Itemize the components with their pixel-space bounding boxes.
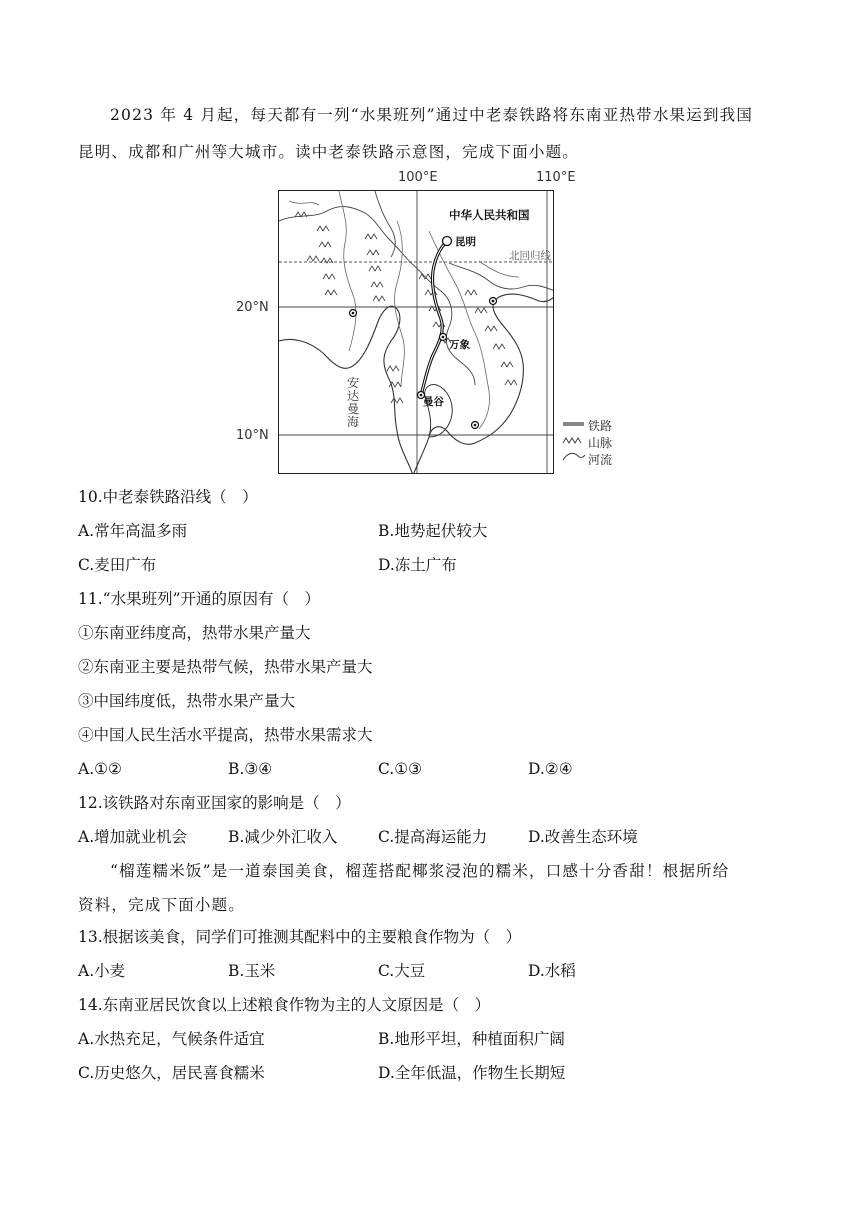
q14-option-b: B.地形平坦，种植面积广阔 bbox=[378, 1030, 565, 1048]
q13-option-c: C.大豆 bbox=[378, 962, 426, 980]
q11-option-a: A.①② bbox=[78, 760, 122, 778]
q11-option-b: B.③④ bbox=[228, 760, 273, 778]
lon-110-label: 110°E bbox=[536, 170, 576, 185]
sea-char: 安 bbox=[347, 376, 360, 390]
legend-railway: 铁路 bbox=[588, 419, 613, 433]
q12-option-a: A.增加就业机会 bbox=[78, 828, 188, 846]
lat-10-label: 10°N bbox=[236, 428, 269, 443]
q14-stem: 14.东南亚居民饮食以上述粮食作物为主的人文原因是（ ） bbox=[78, 996, 491, 1014]
sea-char: 达 bbox=[347, 389, 360, 403]
kunming-label: 昆明 bbox=[455, 236, 476, 248]
intro-line-1: 2023 年 4 月起，每天都有一列“水果班列”通过中老泰铁路将东南亚热带水果运到我国 bbox=[110, 106, 754, 124]
q11-stem: 11.“水果班列”开通的原因有（ ） bbox=[78, 590, 320, 608]
sea-char: 海 bbox=[347, 415, 360, 429]
q12-stem: 12.该铁路对东南亚国家的影响是（ ） bbox=[78, 794, 351, 812]
railway-map bbox=[278, 190, 554, 474]
q11-statement-4: ④中国人民生活水平提高，热带水果需求大 bbox=[78, 726, 373, 744]
q14-option-d: D.全年低温，作物生长期短 bbox=[378, 1064, 566, 1082]
q10-option-c: C.麦田广布 bbox=[78, 556, 157, 574]
q13-option-b: B.玉米 bbox=[228, 962, 276, 980]
q11-option-d: D.②④ bbox=[528, 760, 573, 778]
bangkok-label: 曼谷 bbox=[423, 396, 444, 408]
q11-option-c: C.①③ bbox=[378, 760, 423, 778]
q13-option-a: A.小麦 bbox=[78, 962, 126, 980]
q14-option-c: C.历史悠久，居民喜食糯米 bbox=[78, 1064, 265, 1082]
sea-label bbox=[347, 377, 361, 429]
q11-statement-3: ③中国纬度低，热带水果产量大 bbox=[78, 692, 296, 710]
intro-line-2: 昆明、成都和广州等大城市。读中老泰铁路示意图，完成下面小题。 bbox=[78, 143, 580, 161]
q10-option-a: A.常年高温多雨 bbox=[78, 522, 188, 540]
country-label: 中华人民共和国 bbox=[449, 208, 530, 222]
intro2-line-1: “榴莲糯米饭”是一道泰国美食，榴莲搭配椰浆浸泡的糯米，口感十分香甜！根据所给 bbox=[110, 862, 730, 880]
q14-option-a: A.水热充足，气候条件适宜 bbox=[78, 1030, 265, 1048]
lon-100-label: 100°E bbox=[398, 170, 438, 185]
vientiane-label: 万象 bbox=[449, 339, 470, 351]
map-drawing bbox=[279, 191, 554, 474]
q11-statement-2: ②东南亚主要是热带气候，热带水果产量大 bbox=[78, 658, 373, 676]
tropic-label: 北回归线 bbox=[509, 250, 551, 262]
legend-river: 河流 bbox=[588, 453, 613, 467]
intro2-line-2: 资料，完成下面小题。 bbox=[78, 896, 246, 914]
q12-option-c: C.提高海运能力 bbox=[378, 828, 488, 846]
q10-option-b: B.地势起伏较大 bbox=[378, 522, 488, 540]
legend-mountain: 山脉 bbox=[588, 436, 613, 450]
q13-option-d: D.水稻 bbox=[528, 962, 576, 980]
q12-option-d: D.改善生态环境 bbox=[528, 828, 638, 846]
q10-stem: 10.中老泰铁路沿线（ ） bbox=[78, 488, 258, 506]
lat-20-label: 20°N bbox=[236, 300, 269, 315]
q12-option-b: B.减少外汇收入 bbox=[228, 828, 338, 846]
legend-symbols bbox=[562, 418, 586, 464]
q10-option-d: D.冻土广布 bbox=[378, 556, 457, 574]
q11-statement-1: ①东南亚纬度高，热带水果产量大 bbox=[78, 624, 311, 642]
sea-char: 曼 bbox=[347, 402, 360, 416]
q13-stem: 13.根据该美食，同学们可推测其配料中的主要粮食作物为（ ） bbox=[78, 928, 522, 946]
